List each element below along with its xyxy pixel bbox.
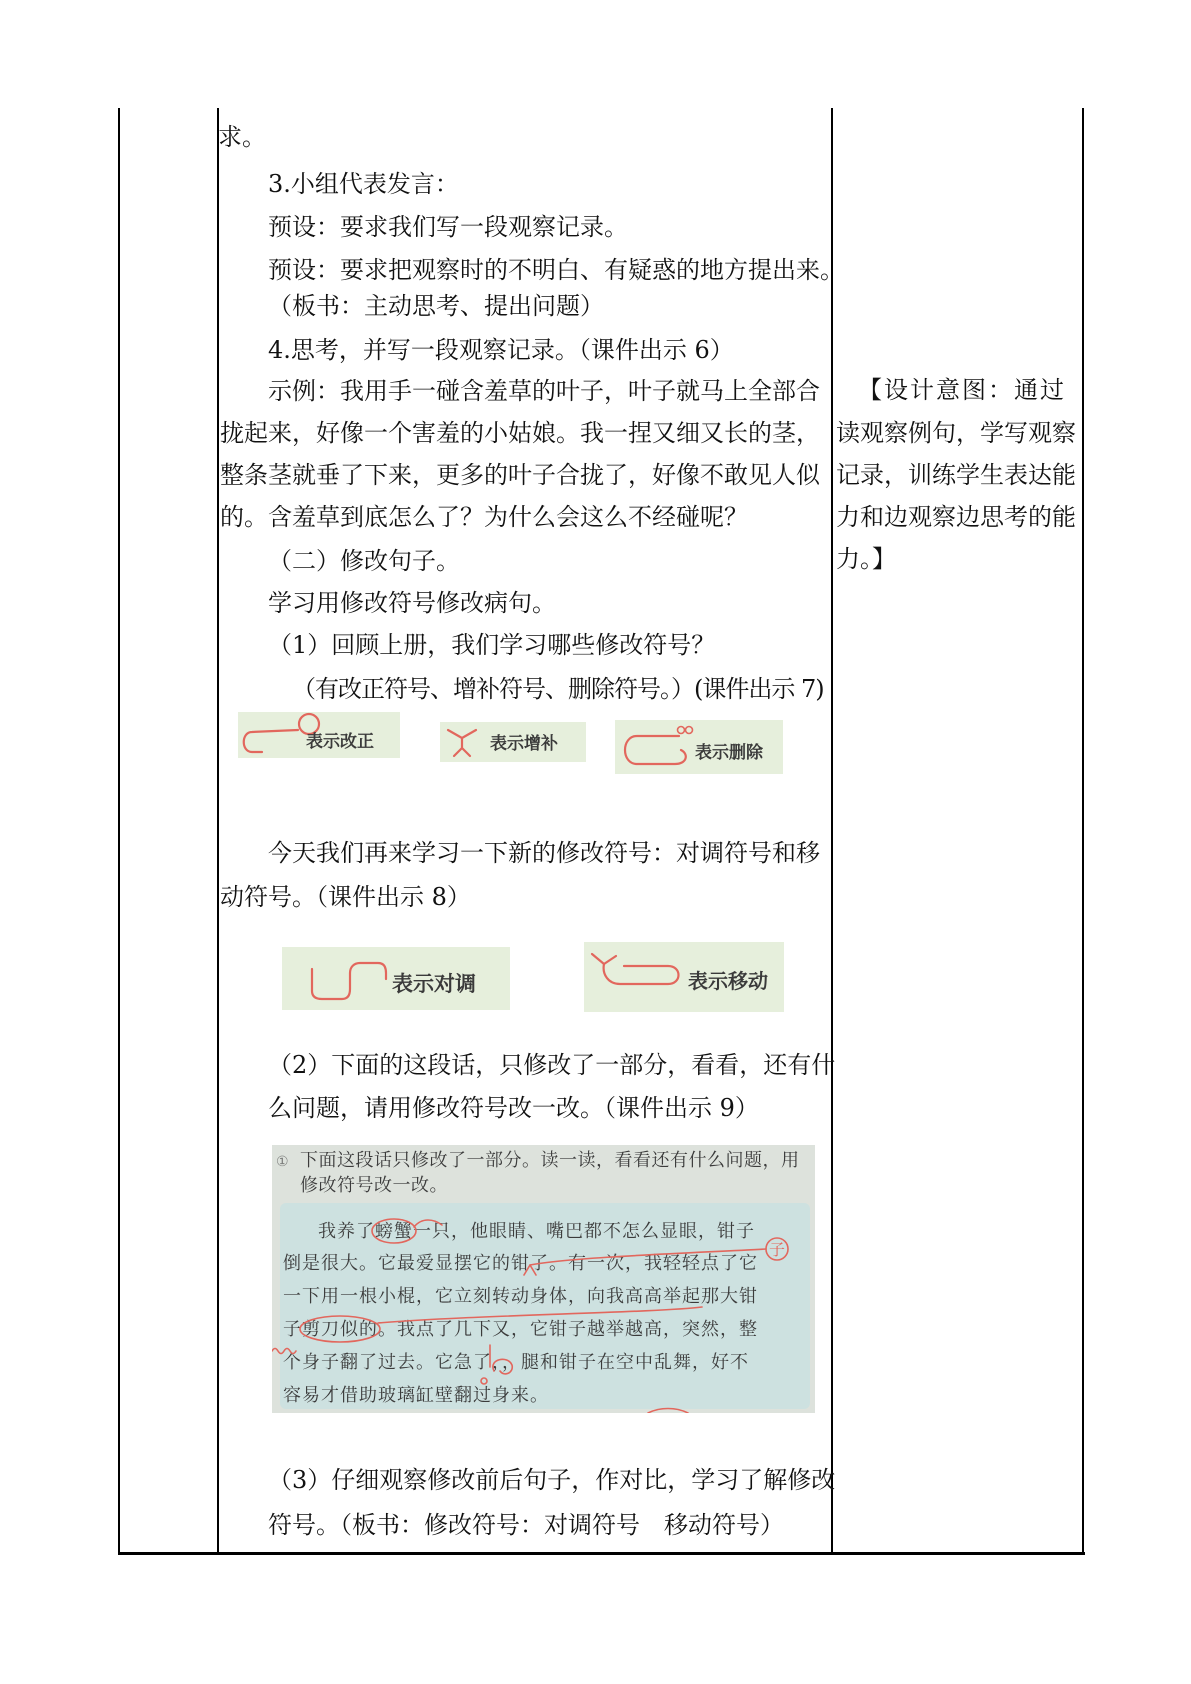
symbol-label: 表示删除: [695, 743, 763, 763]
correction-symbol-figure: [238, 712, 400, 758]
example-line: 拢起来，好像一个害羞的小姑娘。我一捏又细又长的茎，: [220, 419, 820, 447]
insertion-symbol-figure: [440, 722, 586, 762]
passage-line: 我养了螃蟹一只，他眼睛、嘴巴都不怎么显眼，钳子: [318, 1221, 755, 1242]
passage-line: 一下用一根小棍，它立刻转动身体，向我高高举起那大钳: [283, 1286, 758, 1307]
table-cell-left: [120, 108, 217, 1552]
question-3-line: 符号。（板书：修改符号：对调符号 移动符号）: [268, 1511, 784, 1539]
exercise-instruction: 下面这段话只修改了一部分。读一读，看看还有什么问题，用: [300, 1150, 800, 1171]
symbol-label: 表示增补: [490, 734, 558, 754]
example-line: 的。含羞草到底怎么了？为什么会这么不经碰呢？: [220, 503, 748, 531]
example-line: 整条茎就垂了下来，更多的叶子合拢了，好像不敢见人似: [220, 461, 820, 489]
move-symbol-figure: [584, 942, 784, 1012]
preset-answer-2: 预设：要求把观察时的不明白、有疑惑的地方提出来。: [268, 256, 844, 284]
table-column-divider-2: [831, 108, 833, 1554]
table-border-bottom: [118, 1552, 1085, 1555]
inserted-char: 子: [769, 1240, 786, 1259]
exercise-number: ①: [276, 1154, 289, 1170]
question-1: （1）回顾上册，我们学习哪些修改符号？: [268, 631, 716, 659]
paragraph-continuation: 求。: [218, 123, 266, 151]
design-intent-line: 记录，训练学生表达能: [836, 461, 1076, 489]
step4-heading: 4.思考，并写一段观察记录。（课件出示 6）: [268, 336, 734, 364]
design-intent-line: 力和边观察边思考的能: [836, 503, 1076, 531]
new-symbols-line: 今天我们再来学习一下新的修改符号：对调符号和移: [268, 839, 820, 867]
blackboard-note-1: （板书：主动思考、提出问题）: [268, 292, 604, 320]
preset-answer-1: 预设：要求我们写一段观察记录。: [268, 213, 628, 241]
table-border-right: [1082, 108, 1084, 1554]
table-border-left: [118, 108, 120, 1554]
passage-line: 容易才借助玻璃缸壁翻过身来。: [283, 1385, 549, 1406]
exercise-instruction: 修改符号改一改。: [300, 1175, 448, 1196]
table-cell-design-intent: [833, 108, 1082, 1552]
symbol-label: 表示改正: [306, 732, 374, 752]
answer-1: （有改正符号、增补符号、删除符号。）(课件出示 7): [292, 675, 824, 703]
transpose-symbol-figure: [282, 947, 510, 1010]
new-symbols-line: 动符号。（课件出示 8）: [220, 883, 471, 911]
step3-heading: 3.小组代表发言：: [268, 170, 459, 198]
deletion-symbol-figure: [615, 720, 783, 774]
passage-line: 倒是很大。它最爱显摆它的钳了。有一次，我轻轻点了它: [283, 1253, 758, 1274]
symbol-label: 表示移动: [688, 969, 768, 993]
passage-line: 子剪刀似的。我点了几下又，它钳子越举越高，突然，整: [283, 1319, 758, 1340]
example-line: 示例：我用手一碰含羞草的叶子，叶子就马上全部合: [268, 377, 820, 405]
symbol-label: 表示对调: [392, 971, 476, 996]
design-intent-line: 力。】: [836, 545, 896, 573]
question-2-line: 么问题，请用修改符号改一改。（课件出示 9）: [268, 1094, 759, 1122]
passage-line: 个身子翻了过去。它急了，，腿和钳子在空中乱舞，好不: [283, 1352, 749, 1373]
question-2-line: （2）下面的这段话，只修改了一部分，看看，还有什: [268, 1051, 836, 1079]
section2-heading: （二）修改句子。: [268, 547, 460, 575]
table-column-divider-1: [217, 108, 219, 1554]
design-intent-line: 【设计意图：通过: [858, 376, 1066, 404]
exercise-figure: [272, 1145, 815, 1413]
section2-intro: 学习用修改符号修改病句。: [268, 589, 556, 617]
design-intent-line: 读观察例句，学写观察: [836, 419, 1076, 447]
question-3-line: （3）仔细观察修改前后句子，作对比，学习了解修改: [268, 1466, 836, 1494]
